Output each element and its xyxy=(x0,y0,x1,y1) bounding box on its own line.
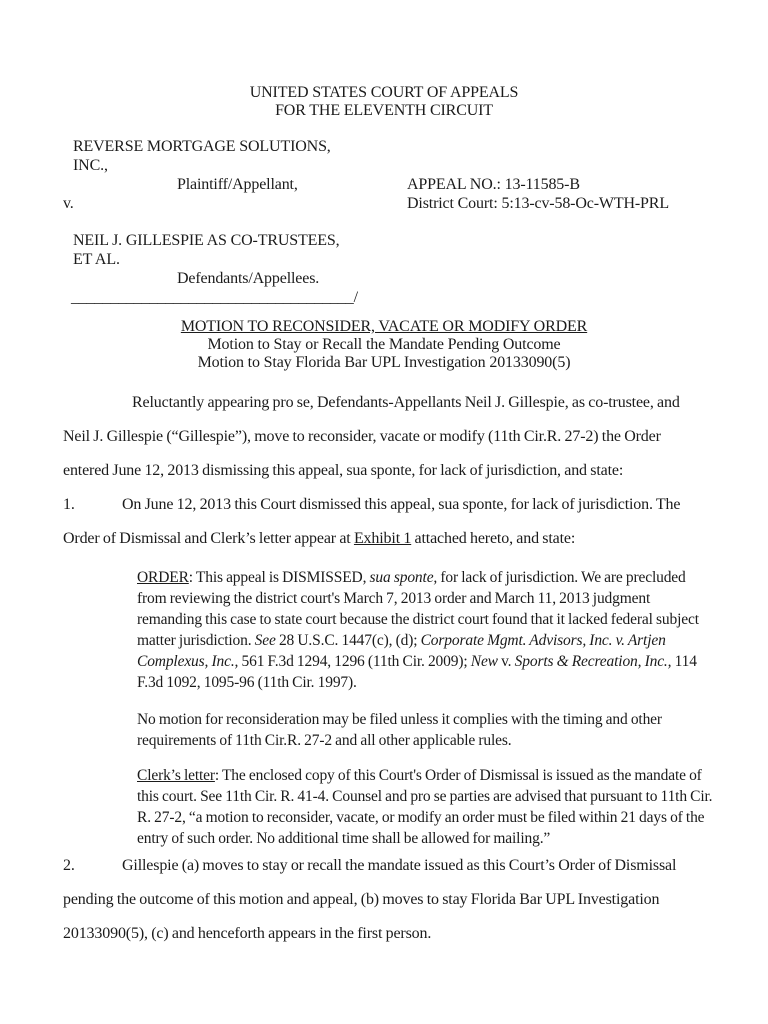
district-court-number: District Court: 5:13-cv-58-Oc-WTH-PRL xyxy=(407,195,669,212)
no-motion-block-quote: No motion for reconsideration may be filed unless it complies with the timing and other requirements of 11th Cir.R. 27-2 and all other applicable rules. xyxy=(137,711,662,749)
motion-subtitle-1: Motion to Stay or Recall the Mandate Pending Outcome xyxy=(207,336,561,353)
versus-label: v. xyxy=(63,195,74,212)
case-numbers xyxy=(407,175,669,213)
paragraph-2-number: 2. xyxy=(63,857,75,874)
paragraph-2-text: Gillespie (a) moves to stay or recall the mandate issued as this Court’s Order of Dismissal pending the outcome of this motion and appeal, (b) moves to stay Florida Bar UPL Investigation 20133090(5), (c) and henceforth appears in the first person. xyxy=(63,857,677,942)
paragraph-1-number: 1. xyxy=(63,496,75,513)
court-name: UNITED STATES COURT OF APPEALS xyxy=(249,84,519,101)
order-block-quote: ORDER: This appeal is DISMISSED, sua sponte, for lack of jurisdiction. We are precluded from reviewing the district court's March 7, 2013 order and March 11, 2013 judgment remanding this case to state court because the district court found that it lacked federal subject matter jurisdiction. See 28 U.S.C. 1447(c), (d); Corporate Mgmt. Advisors, Inc. v. Artjen Complexus, Inc., 561 F.3d 1294, 1296 (11th Cir. 2009); New v. Sports & Recreation, Inc., 114 F.3d 1092, 1095-96 (11th Cir. 1997). xyxy=(137,569,699,691)
defendant-block xyxy=(63,231,705,307)
numbered-paragraph-2 xyxy=(63,849,705,951)
defendant-role: Defendants/Appellees. xyxy=(177,270,320,287)
motion-title: MOTION TO RECONSIDER, VACATE OR MODIFY ORDER xyxy=(180,318,588,335)
defendant-name-line1: NEIL J. GILLESPIE AS CO-TRUSTEES, xyxy=(73,232,340,249)
plaintiff-block xyxy=(63,137,705,213)
caption-separator: ____________________________________/ xyxy=(71,289,358,306)
plaintiff-name-line1: REVERSE MORTGAGE SOLUTIONS, xyxy=(73,138,331,155)
numbered-paragraph-1 xyxy=(63,488,705,556)
plaintiff-role: Plaintiff/Appellant, xyxy=(177,176,298,193)
clerks-letter-block-quote: Clerk’s letter: The enclosed copy of this Court's Order of Dismissal is issued as the mandate of this court. See 11th Cir. R. 41-4. Counsel and pro se parties are advised that pursuant to 11th Cir. R. 27-2, “a motion to reconsider, vacate, or modify an order must be filed within 21 days of the entry of such order. No additional time shall be allowed for mailing.” xyxy=(137,767,713,847)
plaintiff-name-line2: INC., xyxy=(73,157,108,174)
paragraph-1-text: On June 12, 2013 this Court dismissed this appeal, sua sponte, for lack of jurisdiction. The Order of Dismissal and Clerk’s letter appear at Exhibit 1 attached hereto, and state: xyxy=(63,496,681,547)
court-header xyxy=(63,84,705,120)
appeal-number: APPEAL NO.: 13-11585-B xyxy=(407,176,580,193)
court-circuit: FOR THE ELEVENTH CIRCUIT xyxy=(275,102,493,119)
defendant-name-line2: ET AL. xyxy=(73,251,120,268)
motion-title-block xyxy=(63,318,705,372)
case-caption xyxy=(63,137,705,307)
motion-subtitle-2: Motion to Stay Florida Bar UPL Investigation 20133090(5) xyxy=(197,354,571,371)
intro-paragraph: Reluctantly appearing pro se, Defendants-Appellants Neil J. Gillespie, as co-trustee, and Neil J. Gillespie (“Gillespie”), move to reconsider, vacate or modify (11th Cir.R. 27-2) the Order entered June 12, 2013 dismissing this appeal, sua sponte, for lack of jurisdiction, and state: xyxy=(63,394,680,479)
